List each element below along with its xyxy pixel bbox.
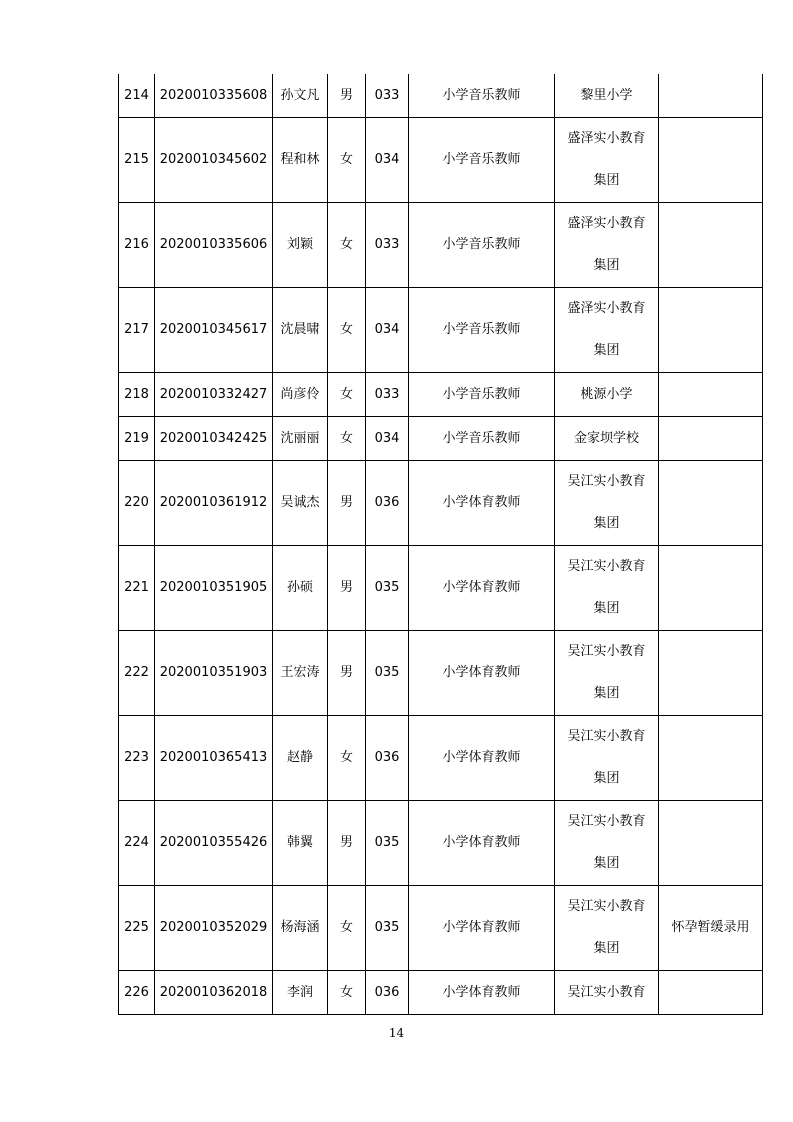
unit-line-1: 吴江实小教育 — [567, 899, 646, 914]
table-row — [119, 886, 763, 971]
post-title-cell: 小学体育教师 — [409, 716, 555, 801]
candidate-id-cell: 2020010351905 — [155, 546, 273, 631]
post-code-cell: 033 — [366, 203, 409, 288]
post-title-cell: 小学体育教师 — [409, 801, 555, 886]
unit-cell — [555, 971, 659, 1015]
note-cell — [659, 74, 763, 118]
unit-cell — [555, 203, 659, 288]
table-row — [119, 631, 763, 716]
candidate-id-cell: 2020010365413 — [155, 716, 273, 801]
unit-cell — [555, 74, 659, 118]
row-number-cell: 223 — [119, 716, 155, 801]
row-number-cell: 214 — [119, 74, 155, 118]
candidate-id-cell: 2020010352029 — [155, 886, 273, 971]
unit-line-1: 桃源小学 — [580, 386, 633, 402]
post-code-cell: 033 — [366, 74, 409, 118]
unit-cell — [555, 373, 659, 417]
name-cell: 王宏涛 — [273, 631, 328, 716]
note-cell — [659, 203, 763, 288]
row-number-cell: 215 — [119, 118, 155, 203]
table-row — [119, 971, 763, 1015]
post-title-cell: 小学音乐教师 — [409, 203, 555, 288]
unit-line-1: 吴江实小教育 — [567, 559, 646, 574]
post-title-cell: 小学体育教师 — [409, 886, 555, 971]
gender-cell: 男 — [328, 631, 366, 716]
gender-cell: 女 — [328, 373, 366, 417]
candidate-id-cell: 2020010361912 — [155, 461, 273, 546]
unit-cell — [555, 288, 659, 373]
post-title-cell: 小学体育教师 — [409, 546, 555, 631]
row-number-cell: 217 — [119, 288, 155, 373]
name-cell: 杨海涵 — [273, 886, 328, 971]
unit-line-2: 集团 — [593, 601, 620, 616]
post-code-cell: 034 — [366, 118, 409, 203]
note-cell — [659, 373, 763, 417]
row-number-cell: 222 — [119, 631, 155, 716]
unit-cell — [555, 461, 659, 546]
candidate-id-cell: 2020010345617 — [155, 288, 273, 373]
note-cell: 怀孕暂缓录用 — [659, 886, 763, 971]
row-number-cell: 219 — [119, 417, 155, 461]
table-row — [119, 288, 763, 373]
table-body — [119, 74, 763, 1015]
unit-line-1: 盛泽实小教育 — [567, 216, 646, 231]
post-code-cell: 035 — [366, 886, 409, 971]
note-cell — [659, 801, 763, 886]
row-number-cell: 226 — [119, 971, 155, 1015]
note-cell — [659, 716, 763, 801]
gender-cell: 男 — [328, 546, 366, 631]
name-cell: 孙硕 — [273, 546, 328, 631]
post-code-cell: 035 — [366, 546, 409, 631]
post-code-cell: 036 — [366, 461, 409, 546]
name-cell: 吴诚杰 — [273, 461, 328, 546]
note-cell — [659, 546, 763, 631]
post-code-cell: 035 — [366, 631, 409, 716]
unit-line-2: 集团 — [593, 173, 620, 188]
table-row — [119, 373, 763, 417]
gender-cell: 女 — [328, 288, 366, 373]
candidate-id-cell: 2020010335606 — [155, 203, 273, 288]
unit-line-2: 集团 — [593, 771, 620, 786]
table-row — [119, 74, 763, 118]
row-number-cell: 218 — [119, 373, 155, 417]
candidate-id-cell: 2020010345602 — [155, 118, 273, 203]
name-cell: 赵静 — [273, 716, 328, 801]
unit-line-1: 盛泽实小教育 — [567, 131, 646, 146]
post-code-cell: 035 — [366, 801, 409, 886]
gender-cell: 女 — [328, 203, 366, 288]
unit-cell — [555, 801, 659, 886]
name-cell: 尚彦伶 — [273, 373, 328, 417]
note-cell — [659, 461, 763, 546]
gender-cell: 女 — [328, 118, 366, 203]
candidate-id-cell: 2020010332427 — [155, 373, 273, 417]
table-row — [119, 546, 763, 631]
name-cell: 沈丽丽 — [273, 417, 328, 461]
unit-line-2: 集团 — [593, 343, 620, 358]
row-number-cell: 221 — [119, 546, 155, 631]
unit-line-2: 集团 — [593, 941, 620, 956]
unit-cell — [555, 118, 659, 203]
table-row — [119, 461, 763, 546]
gender-cell: 女 — [328, 716, 366, 801]
unit-line-1: 黎里小学 — [580, 87, 633, 103]
candidate-id-cell: 2020010355426 — [155, 801, 273, 886]
post-code-cell: 036 — [366, 971, 409, 1015]
post-title-cell: 小学音乐教师 — [409, 288, 555, 373]
name-cell: 沈晨啸 — [273, 288, 328, 373]
unit-cell — [555, 716, 659, 801]
gender-cell: 女 — [328, 886, 366, 971]
gender-cell: 男 — [328, 74, 366, 118]
unit-line-1: 吴江实小教育 — [567, 474, 646, 489]
unit-line-1: 吴江实小教育 — [567, 984, 646, 1000]
row-number-cell: 220 — [119, 461, 155, 546]
post-title-cell: 小学音乐教师 — [409, 417, 555, 461]
name-cell: 刘颖 — [273, 203, 328, 288]
row-number-cell: 225 — [119, 886, 155, 971]
post-code-cell: 034 — [366, 417, 409, 461]
candidate-id-cell: 2020010342425 — [155, 417, 273, 461]
unit-line-2: 集团 — [593, 686, 620, 701]
unit-line-2: 集团 — [593, 258, 620, 273]
unit-line-1: 金家坝学校 — [573, 430, 639, 446]
name-cell: 程和林 — [273, 118, 328, 203]
unit-line-1: 吴江实小教育 — [567, 644, 646, 659]
table-row — [119, 716, 763, 801]
post-title-cell: 小学体育教师 — [409, 971, 555, 1015]
unit-line-1: 吴江实小教育 — [567, 814, 646, 829]
note-cell — [659, 971, 763, 1015]
note-cell — [659, 417, 763, 461]
table-row — [119, 118, 763, 203]
candidate-id-cell: 2020010351903 — [155, 631, 273, 716]
gender-cell: 男 — [328, 461, 366, 546]
post-title-cell: 小学音乐教师 — [409, 118, 555, 203]
gender-cell: 男 — [328, 801, 366, 886]
post-code-cell: 033 — [366, 373, 409, 417]
unit-cell — [555, 886, 659, 971]
candidate-id-cell: 2020010335608 — [155, 74, 273, 118]
post-code-cell: 036 — [366, 716, 409, 801]
note-cell — [659, 118, 763, 203]
post-title-cell: 小学音乐教师 — [409, 74, 555, 118]
page-number: 14 — [388, 1026, 405, 1040]
gender-cell: 女 — [328, 417, 366, 461]
personnel-table — [118, 74, 763, 1015]
candidate-id-cell: 2020010362018 — [155, 971, 273, 1015]
note-cell — [659, 631, 763, 716]
unit-line-2: 集团 — [593, 516, 620, 531]
row-number-cell: 216 — [119, 203, 155, 288]
unit-cell — [555, 631, 659, 716]
unit-cell — [555, 417, 659, 461]
table-row — [119, 203, 763, 288]
unit-line-2: 集团 — [593, 856, 620, 871]
post-title-cell: 小学体育教师 — [409, 461, 555, 546]
row-number-cell: 224 — [119, 801, 155, 886]
unit-cell — [555, 546, 659, 631]
table-row — [119, 801, 763, 886]
name-cell: 孙文凡 — [273, 74, 328, 118]
table-row — [119, 417, 763, 461]
name-cell: 韩翼 — [273, 801, 328, 886]
post-title-cell: 小学音乐教师 — [409, 373, 555, 417]
gender-cell: 女 — [328, 971, 366, 1015]
post-code-cell: 034 — [366, 288, 409, 373]
unit-line-1: 吴江实小教育 — [567, 729, 646, 744]
unit-line-1: 盛泽实小教育 — [567, 301, 646, 316]
note-cell — [659, 288, 763, 373]
name-cell: 李润 — [273, 971, 328, 1015]
post-title-cell: 小学体育教师 — [409, 631, 555, 716]
